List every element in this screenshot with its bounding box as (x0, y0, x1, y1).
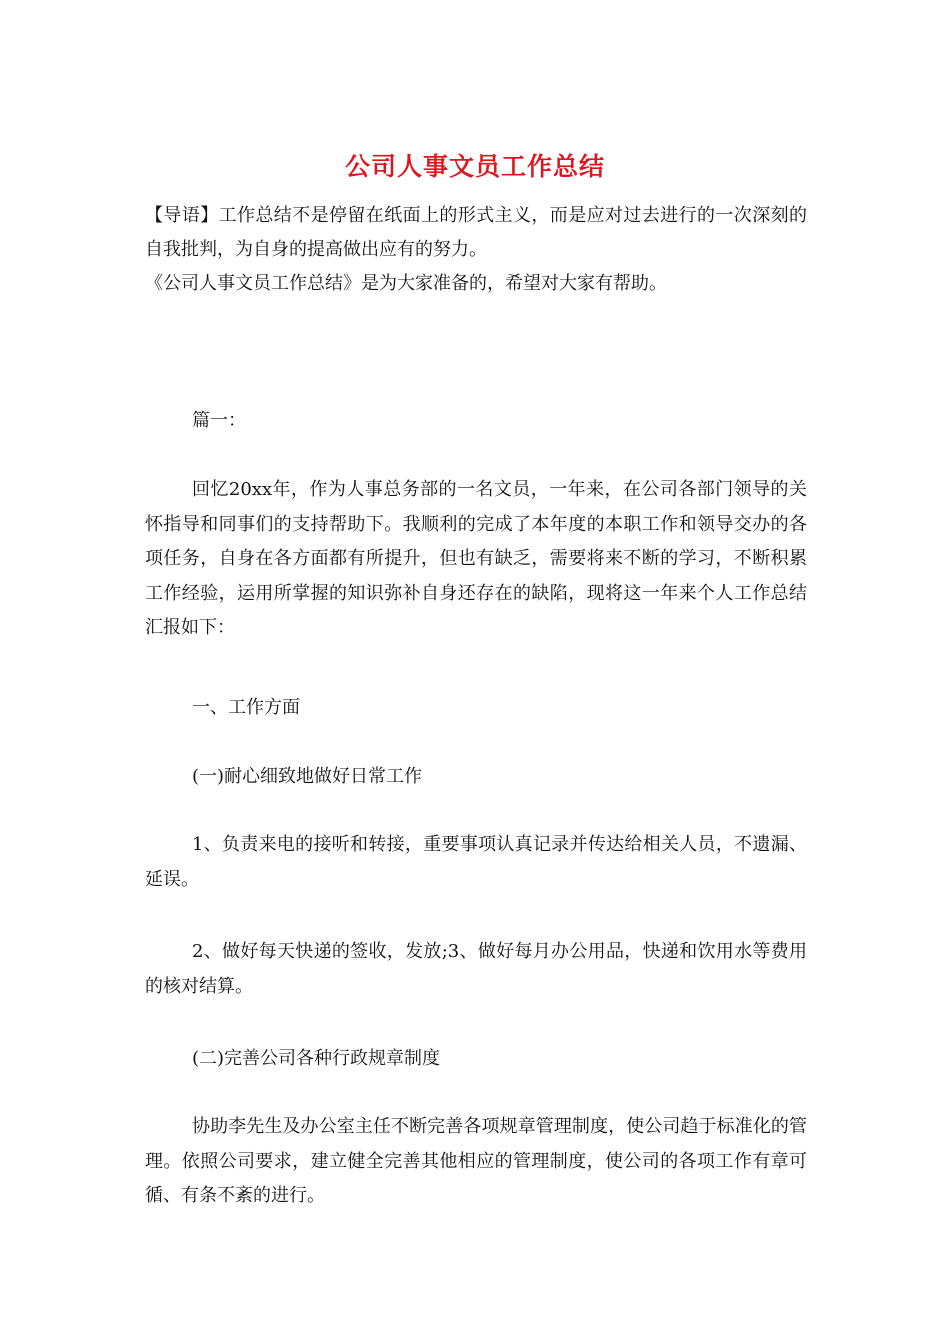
subsection2-heading: (二)完善公司各种行政规章制度 (192, 1048, 441, 1069)
list-item: 1、负责来电的接听和转接，重要事项认真记录并传达给相关人员，不遗漏、延误。 (145, 834, 807, 890)
assist-paragraph: 协助李先生及办公室主任不断完善各项规章管理制度，使公司趋于标准化的管理。依照公司要求，建立健全完善其他相应的管理制度，使公司的各项工作有章可循、有条不紊的进行。 (145, 1116, 807, 1206)
document-title: 公司人事文员工作总结 (344, 152, 605, 181)
subsection2-heading-block (145, 1042, 807, 1077)
opening-paragraph: 回忆20xx年，作为人事总务部的一名文员，一年来，在公司各部门领导的关怀指导和同事们的支持帮助下。我顺利的完成了本年度的本职工作和领导交办的各项任务，自身在各方面都有所提升，但也有缺乏，需要将来不断的学习，不断积累工作经验，运用所掌握的知识弥补自身还存在的缺陷，现将这一年来个人工作总结汇报如下： (145, 479, 807, 638)
section1-heading-block (145, 691, 807, 726)
opening-block (145, 473, 807, 646)
part-heading-block (145, 404, 807, 439)
item2-block (145, 935, 807, 1004)
assist-block (145, 1110, 807, 1214)
subsection1-heading-block (145, 760, 807, 795)
intro-block (145, 199, 807, 301)
part-heading: 篇一： (192, 410, 246, 431)
list-item: 2、做好每天快递的签收，发放;3、做好每月办公用品，快递和饮用水等费用的核对结算。 (145, 941, 807, 997)
section1-heading: 一、工作方面 (192, 697, 300, 718)
intro-lead: 【导语】工作总结不是停留在纸面上的形式主义，而是应对过去进行的一次深刻的自我批判，为自身的提高做出应有的努力。 (145, 205, 807, 260)
subsection1-heading: (一)耐心细致地做好日常工作 (192, 766, 423, 787)
intro-note: 《公司人事文员工作总结》是为大家准备的，希望对大家有帮助。 (145, 273, 667, 294)
item1-block (145, 828, 807, 897)
